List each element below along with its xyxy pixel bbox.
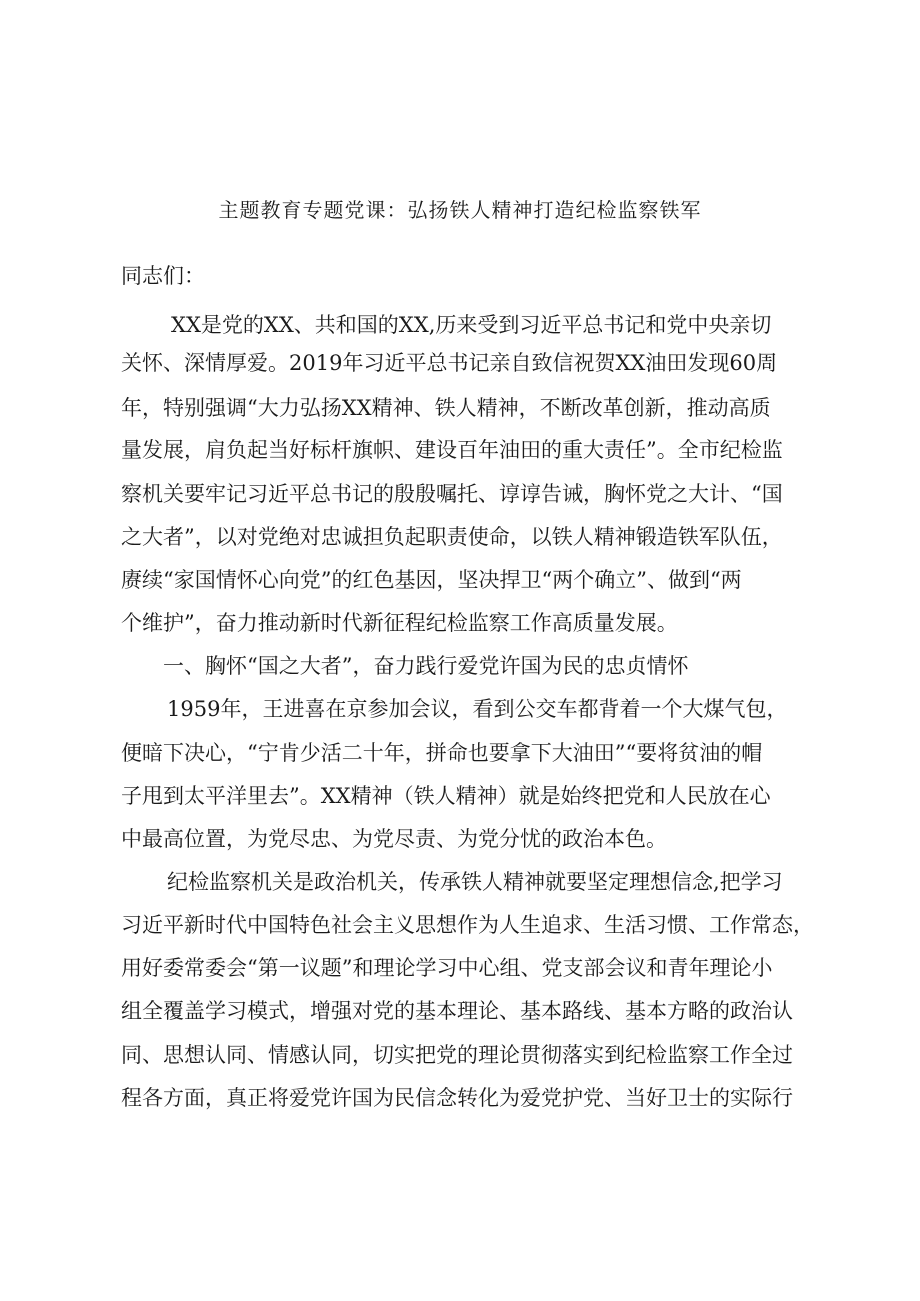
body-line: 个维护”，奋力推动新时代新征程纪检监察工作高质量发展。	[121, 611, 678, 635]
body-line: 察机关要牢记习近平总书记的殷殷嘱托、谆谆告诫，胸怀党之大计、“国	[121, 482, 783, 506]
body-line: XX是党的XX、共和国的XX,历来受到习近平总书记和党中央亲切	[171, 313, 772, 337]
body-line: 关怀、深情厚爱。2019年习近平总书记亲自致信祝贺XX油田发现60周	[121, 351, 778, 375]
body-line: 同、思想认同、情感认同，切实把党的理论贯彻落实到纪检监察工作全过	[121, 1043, 793, 1067]
body-line: 便暗下决心，“宁肯少活二十年，拼命也要拿下大油田”“要将贫油的帽	[121, 741, 763, 765]
body-line: 习近平新时代中国特色社会主义思想作为人生追求、生活习惯、工作常态，	[121, 913, 814, 937]
body-line: 赓续“家国情怀心向党”的红色基因，坚决捍卫“两个确立”、做到“两	[121, 568, 742, 592]
body-line: 之大者”，以对党绝对忠诚担负起职责使命，以铁人精神锻造铁军队伍，	[121, 525, 783, 549]
salutation: 同志们：	[121, 264, 205, 288]
body-line: 量发展，肩负起当好标杆旗帜、建设百年油田的重大责任”。全市纪检监	[121, 438, 783, 462]
body-line: 中最高位置，为党尽忠、为党尽责、为党分忧的政治本色。	[121, 827, 667, 851]
body-line: 用好委常委会“第一议题”和理论学习中心组、党支部会议和青年理论小	[121, 956, 773, 980]
body-line: 1959年，王进喜在京参加会议，看到公交车都背着一个大煤气包，	[167, 697, 788, 721]
body-line: 程各方面，真正将爱党许国为民信念转化为爱党护党、当好卫士的实际行	[121, 1086, 793, 1110]
body-line: 纪检监察机关是政治机关，传承铁人精神就要坚定理想信念,把学习	[167, 870, 783, 894]
section-heading: 一、胸怀“国之大者”，奋力践行爱党许国为民的忠贞情怀	[163, 654, 689, 678]
body-line: 年，特别强调“大力弘扬XX精神、铁人精神，不断改革创新，推动高质	[121, 396, 771, 420]
body-line: 子甩到太平洋里去”。XX精神（铁人精神）就是始终把党和人民放在心	[121, 784, 771, 808]
document-title: 主题教育专题党课：弘扬铁人精神打造纪检监察铁军	[218, 198, 702, 222]
body-line: 组全覆盖学习模式，增强对党的基本理论、基本路线、基本方略的政治认	[121, 999, 793, 1023]
